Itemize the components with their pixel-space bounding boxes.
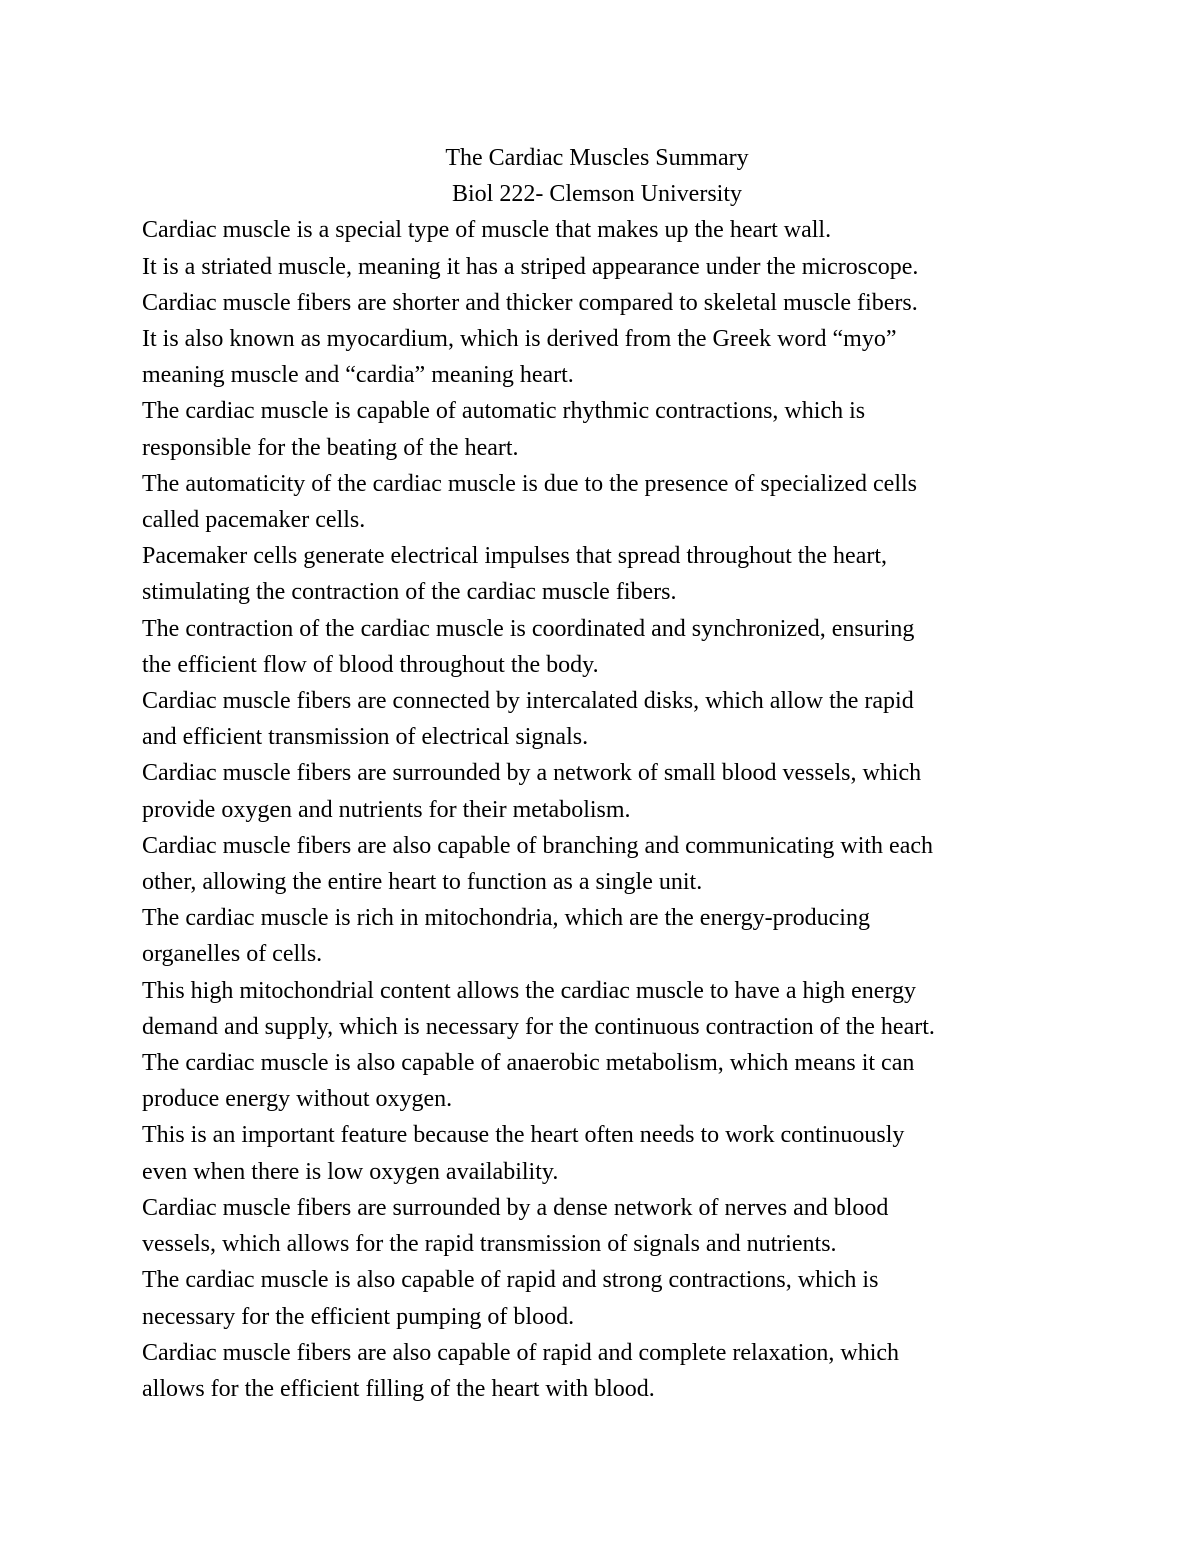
paragraph: The cardiac muscle is also capable of anaerobic metabolism, which means it can produce energy without oxygen. <box>142 1050 915 1113</box>
paragraph: It is also known as myocardium, which is derived from the Greek word “myo” meaning muscle and “cardia” meaning heart. <box>142 326 897 389</box>
paragraph: Cardiac muscle fibers are connected by intercalated disks, which allow the rapid and efficient transmission of electrical signals. <box>142 688 914 751</box>
paragraph: The cardiac muscle is rich in mitochondria, which are the energy-producing organelles of cells. <box>142 905 870 968</box>
paragraph: Cardiac muscle fibers are surrounded by a network of small blood vessels, which provide oxygen and nutrients for their metabolism. <box>142 760 922 823</box>
document-subtitle: Biol 222- Clemson University <box>452 181 742 208</box>
paragraph: The cardiac muscle is capable of automatic rhythmic contractions, which is responsible for the beating of the heart. <box>142 398 866 461</box>
paragraph: Pacemaker cells generate electrical impulses that spread throughout the heart, stimulating the contraction of the cardiac muscle fibers. <box>142 543 888 606</box>
paragraph: This is an important feature because the heart often needs to work continuously even when there is low oxygen availability. <box>142 1122 905 1185</box>
document-body <box>142 140 1062 1407</box>
paragraph: The automaticity of the cardiac muscle is due to the presence of specialized cells called pacemaker cells. <box>142 470 918 534</box>
paragraph: It is a striated muscle, meaning it has a striped appearance under the microscope. <box>142 253 919 280</box>
paragraph: Cardiac muscle fibers are also capable of rapid and complete relaxation, which allows for the efficient filling of the heart with blood. <box>142 1339 900 1402</box>
document-title: The Cardiac Muscles Summary <box>445 145 749 171</box>
paragraph: This high mitochondrial content allows the cardiac muscle to have a high energy demand and supply, which is necessary for the continuous contraction of the heart. <box>142 977 935 1040</box>
paragraph: The contraction of the cardiac muscle is coordinated and synchronized, ensuring the efficient flow of blood throughout the body. <box>142 615 915 678</box>
paragraph: Cardiac muscle is a special type of muscle that makes up the heart wall. <box>142 217 832 244</box>
paragraph: Cardiac muscle fibers are also capable of branching and communicating with each other, allowing the entire heart to function as a single unit. <box>142 832 934 896</box>
paragraph: Cardiac muscle fibers are shorter and thicker compared to skeletal muscle fibers. <box>142 289 918 316</box>
paragraph: Cardiac muscle fibers are surrounded by a dense network of nerves and blood vessels, which allows for the rapid transmission of signals and nutrients. <box>142 1194 889 1258</box>
paragraph: The cardiac muscle is also capable of rapid and strong contractions, which is necessary for the efficient pumping of blood. <box>142 1267 879 1330</box>
